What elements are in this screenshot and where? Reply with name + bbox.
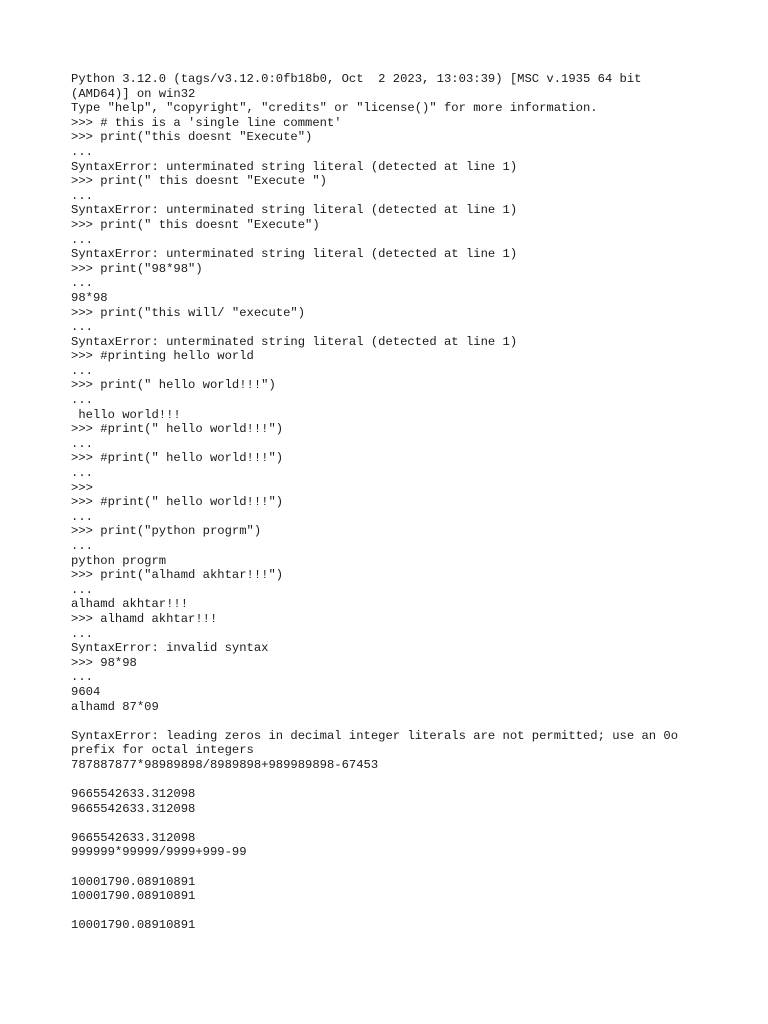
- transcript-line: ...: [71, 582, 93, 597]
- blank-line: [71, 904, 711, 919]
- transcript-line: ...: [71, 276, 93, 291]
- transcript-line: ...: [71, 436, 93, 451]
- transcript-line: ...: [71, 232, 93, 247]
- transcript-line: >>> alhamd akhtar!!!: [71, 611, 218, 626]
- transcript-line: >>> print("this doesnt "Execute"): [71, 130, 313, 145]
- transcript-line: prefix for octal integers: [71, 743, 254, 758]
- transcript-line: >>> #print(" hello world!!!"): [71, 422, 284, 437]
- transcript-line: >>> #print(" hello world!!!"): [71, 495, 284, 510]
- transcript-line: ...: [71, 626, 93, 641]
- transcript-line: SyntaxError: leading zeros in decimal integer literals are not permitted; use an 0o: [71, 728, 679, 743]
- transcript-line: 10001790.08910891: [71, 889, 196, 904]
- transcript-line: alhamd 87*09: [71, 699, 159, 714]
- blank-line: [71, 773, 711, 788]
- transcript-line: 9665542633.312098: [71, 801, 196, 816]
- transcript-line: >>> #print(" hello world!!!"): [71, 451, 284, 466]
- transcript-line: >>> print("98*98"): [71, 261, 203, 276]
- blank-line: [71, 860, 711, 875]
- transcript-line: SyntaxError: unterminated string literal (detected at line 1): [71, 334, 518, 349]
- transcript-line: 9604: [71, 684, 101, 699]
- transcript-line: 10001790.08910891: [71, 874, 196, 889]
- transcript-line: ...: [71, 320, 93, 335]
- transcript-line: 10001790.08910891: [71, 918, 196, 933]
- blank-line: [71, 816, 711, 831]
- transcript-line: 98*98: [71, 290, 108, 305]
- transcript-line: ...: [71, 466, 93, 481]
- transcript-line: alhamd akhtar!!!: [71, 597, 189, 612]
- transcript-line: SyntaxError: unterminated string literal (detected at line 1): [71, 203, 518, 218]
- transcript-line: >>> # this is a 'single line comment': [71, 115, 342, 130]
- python-shell-transcript: [71, 72, 711, 933]
- transcript-line: >>> 98*98: [71, 655, 137, 670]
- transcript-line: 787887877*98989898/8989898+989989898-67453: [71, 757, 379, 772]
- transcript-line: python progrm: [71, 553, 167, 568]
- transcript-line: >>> print(" this doesnt "Execute "): [71, 174, 327, 189]
- blank-line: [71, 714, 711, 729]
- transcript-line: ...: [71, 670, 93, 685]
- transcript-line: ...: [71, 393, 93, 408]
- transcript-line: >>> print("python progrm"): [71, 524, 262, 539]
- transcript-line: ...: [71, 144, 93, 159]
- transcript-line: >>> print(" hello world!!!"): [71, 378, 276, 393]
- transcript-line: 9665542633.312098: [71, 787, 196, 802]
- transcript-line: SyntaxError: unterminated string literal (detected at line 1): [71, 247, 518, 262]
- transcript-line: Python 3.12.0 (tags/v3.12.0:0fb18b0, Oct 2 2023, 13:03:39) [MSC v.1935 64 bit: [71, 72, 642, 86]
- transcript-line: >>> print("this will/ "execute"): [71, 305, 306, 320]
- transcript-line: (AMD64)] on win32: [71, 86, 196, 101]
- transcript-line: ...: [71, 539, 93, 553]
- transcript-line: SyntaxError: invalid syntax: [71, 641, 269, 656]
- transcript-line: Type "help", "copyright", "credits" or "license()" for more information.: [71, 101, 598, 116]
- transcript-line: >>> #printing hello world: [71, 349, 254, 364]
- transcript-line: hello world!!!: [71, 407, 181, 422]
- transcript-line: ...: [71, 509, 93, 524]
- transcript-line: SyntaxError: unterminated string literal (detected at line 1): [71, 159, 518, 174]
- transcript-line: >>> print("alhamd akhtar!!!"): [71, 568, 284, 583]
- transcript-line: 9665542633.312098: [71, 830, 196, 845]
- transcript-line: >>>: [71, 480, 93, 495]
- transcript-line: >>> print(" this doesnt "Execute"): [71, 217, 320, 232]
- transcript-line: 999999*99999/9999+999-99: [71, 845, 247, 860]
- transcript-line: ...: [71, 188, 93, 203]
- transcript-line: ...: [71, 363, 93, 378]
